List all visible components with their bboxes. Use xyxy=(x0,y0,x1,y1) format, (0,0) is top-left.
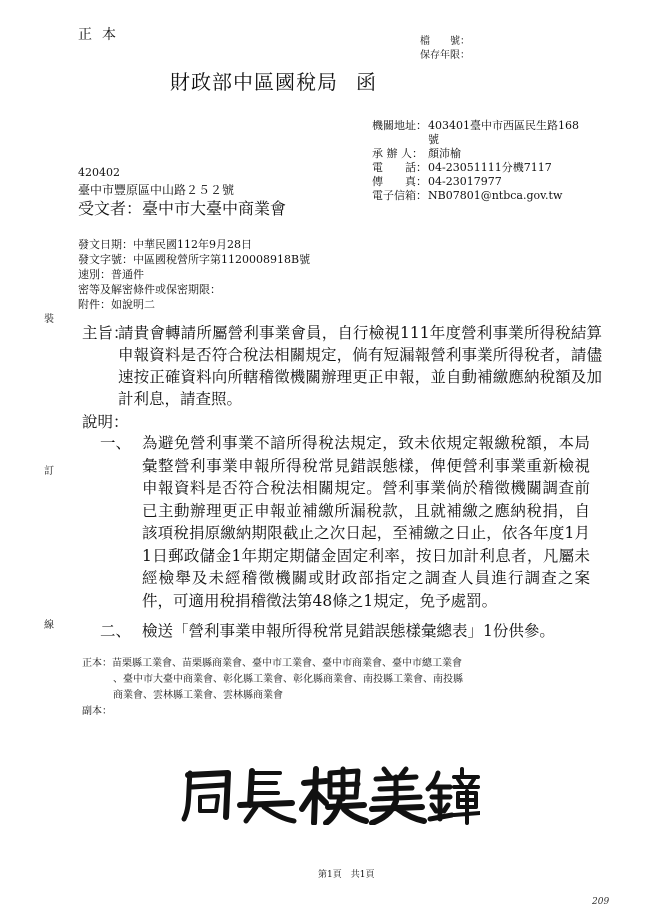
phone-row xyxy=(372,161,552,175)
agency-address-row xyxy=(372,119,579,133)
distribution-copy-label: 副本： xyxy=(82,706,112,717)
distribution-main-list: 苗栗縣工業會、苗栗縣商業會、臺中市工業會、臺中市商業會、臺中市總工業會 xyxy=(112,658,462,669)
priority: 速別：普通件 xyxy=(78,268,144,281)
document-kind: 函 xyxy=(356,70,377,94)
agency-address-label: 機關地址： xyxy=(372,119,427,132)
item-number: 二、 xyxy=(100,622,132,640)
email-label: 電子信箱： xyxy=(372,189,427,202)
fax-value: 04-23017977 xyxy=(428,175,502,188)
email-value: NB07801@ntbca.gov.tw xyxy=(428,189,563,202)
subject-block xyxy=(82,322,602,410)
handler-row xyxy=(372,147,461,161)
explanation-item-1 xyxy=(100,432,590,612)
issue-date: 發文日期：中華民國112年9月28日 xyxy=(78,238,252,251)
binding-mark-middle: 訂 xyxy=(44,466,54,477)
handwritten-scrawl: 209 xyxy=(592,897,610,907)
distribution-main-line3: 商業會、雲林縣工業會、雲林縣商業會 xyxy=(113,690,283,701)
handler-value: 顏沛榆 xyxy=(428,147,461,160)
page-number: 第1頁 共1頁 xyxy=(318,870,375,880)
item-text: 檢送「營利事業申報所得稅常見錯誤態樣彙總表」1份供參。 xyxy=(142,622,555,640)
distribution-main-line2: 、臺中市大臺中商業會、彰化縣工業會、彰化縣商業會、南投縣工業會、南投縣 xyxy=(113,674,463,685)
document-title xyxy=(170,66,377,95)
document-number: 發文字號：中區國稅營所字第1120008918B號 xyxy=(78,253,311,266)
item-text: 為避免營利事業不諳所得稅法規定，致未依規定報繳稅額，本局彙整營利事業申報所得稅常見錯誤態樣，俾便營利事業重新檢視申報資料是否符合稅法相關規定。營利事業倘於稽徵機關調查前已主動辦理更正申報並補繳所漏稅款，且就補繳之應納稅捐，自該項稅捐原繳納期限截止之次日起，至補繳之日止，依各年度1月1日郵政儲金1年期定期儲金固定利率，按日加計利息者，凡屬未經檢舉及未經稽徵機關或財政部指定之調查人員進行調查之案件，可適用稅捐稽徵法第48條之1規定，免予處罰。 xyxy=(142,434,590,610)
agency-name: 財政部中區國稅局 xyxy=(170,70,338,94)
director-signature xyxy=(180,765,480,825)
retention-label: 保存年限： xyxy=(420,50,470,61)
distribution-main-label: 正本： xyxy=(82,658,112,669)
file-number-label: 檔 號： xyxy=(420,36,470,47)
agency-address-row-cont xyxy=(372,133,439,147)
email-row xyxy=(372,189,562,203)
confidentiality: 密等及解密條件或保密期限： xyxy=(78,283,221,296)
binding-mark-bottom: 線 xyxy=(44,620,54,631)
handler-label: 承 辦 人： xyxy=(372,147,423,160)
subject-text: 請貴會轉請所屬營利事業會員，自行檢視111年度營利事業所得稅結算申報資料是否符合稅法相關規定，倘有短漏報營利事業所得稅者，請儘速按正確資料向所轄稽徵機關辦理更正申報，並自動補繳應納稅額及加計利息，請查照。 xyxy=(118,324,602,408)
distribution-main-line1 xyxy=(82,656,462,672)
agency-address-value: 403401臺中市西區民生路168 xyxy=(428,119,579,132)
item-number: 一、 xyxy=(100,434,132,452)
explanation-label: 說明： xyxy=(82,413,129,431)
recipient-line: 受文者：臺中市大臺中商業會 xyxy=(78,199,287,218)
agency-address-cont-value: 號 xyxy=(428,133,439,146)
attachment: 附件：如說明二 xyxy=(78,298,155,311)
copy-label: 正本 xyxy=(78,27,126,43)
phone-value: 04-23051111分機7117 xyxy=(428,161,552,174)
subject-label: 主旨： xyxy=(82,324,129,342)
explanation-item-2 xyxy=(100,620,610,643)
recipient-address: 臺中市豐原區中山路２５２號 xyxy=(78,183,235,197)
phone-label: 電 話： xyxy=(372,161,427,174)
recipient-zip: 420402 xyxy=(78,166,120,179)
fax-label: 傳 真： xyxy=(372,175,427,188)
fax-row xyxy=(372,175,502,189)
binding-mark-top: 裝 xyxy=(44,314,54,325)
